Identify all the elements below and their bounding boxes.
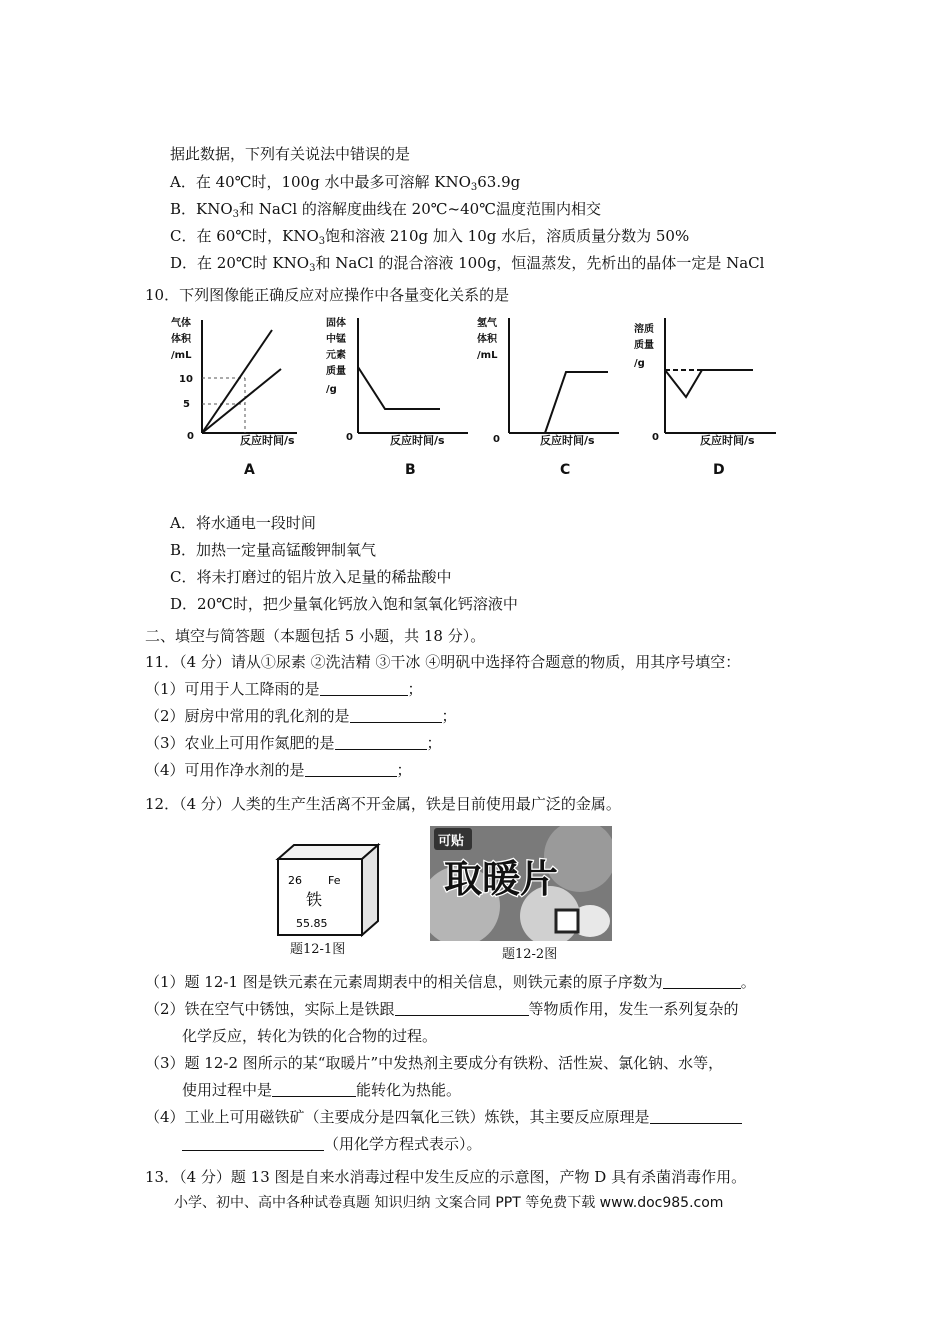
graph-c-ylabel-2: 体积 [477,334,497,345]
q12-blank-3[interactable] [272,1082,356,1097]
q9-option-c: C．在 60℃时，$KNO_3$饱和溶液 210g 加入 10g 水后，溶质质量分数为 50% [170,227,690,247]
q10-option-b: B．加热一定量高锰酸钾制氧气 [170,541,377,559]
q12-blank-4b[interactable] [182,1136,324,1151]
q12-part-2: （2）铁在空气中锈蚀，实际上是铁跟 等物质作用，发生一系列复杂的 [145,1000,739,1018]
q11-blank-3[interactable] [335,735,427,750]
graph-c [473,312,623,452]
iron-atomic-number: 26 [288,874,302,887]
q11-part-2: （2）厨房中常用的乳化剂的是 ； [145,707,457,725]
figure-12-2-caption: 题12-2图 [502,947,558,962]
graph-b-ylabel-2: 中锰 [326,334,346,345]
q12-part-4-cont: （用化学方程式表示）。 [182,1134,482,1154]
graph-b-curve [358,367,440,409]
q11-blank-1[interactable] [320,681,408,696]
q10-option-d: D．20℃时，把少量氧化钙放入饱和氢氧化钙溶液中 [170,595,518,613]
graph-a-ytick-0: 0 [187,431,194,442]
graph-b-ylabel-1: 固体 [326,318,346,329]
hand-warmer-photo [430,826,612,941]
q13-stem: 13．（4 分）题 13 图是自来水消毒过程中发生反应的示意图，产物 D 具有杀菌消毒作用。 [145,1168,747,1186]
graph-d-curve [665,370,753,397]
iron-element-figure [270,843,386,943]
q10-option-c: C．将未打磨过的铝片放入足量的稀盐酸中 [170,568,452,586]
graph-a-line-oxygen [202,369,281,433]
graph-c-ylabel-1: 氢气 [477,318,497,329]
graph-a-ylabel-2: 体积 [171,334,191,345]
warmer-title: 取暖片 [444,857,559,901]
graph-b-name: B [405,462,416,478]
q10-stem: 10．下列图像能正确反应对应操作中各量变化关系的是 [145,286,510,304]
q12-part-3-cont: 使用过程中是 能转化为热能。 [182,1081,462,1099]
q12-part-1: （1）题 12-1 图是铁元素在元素周期表中的相关信息，则铁元素的原子序数为 。 [145,973,756,991]
graph-a-ytick-10: 10 [179,374,193,385]
graph-b-zero: 0 [346,432,353,443]
figure-12-1-caption: 题12-1图 [290,942,346,957]
q12-blank-2[interactable] [395,1001,529,1016]
iron-name: 铁 [306,890,323,909]
q9-option-b: B．$KNO_3$和 NaCl 的溶解度曲线在 20℃~40℃温度范围内相交 [170,200,601,220]
q12-part-3: （3）题 12-2 图所示的某“取暖片”中发热剂主要成分有铁粉、活性炭、氯化钠、水等， [145,1054,724,1072]
iron-atomic-mass: 55.85 [296,917,328,930]
q12-stem: 12．（4 分）人类的生产生活离不开金属，铁是目前使用最广泛的金属。 [145,795,621,813]
q11-blank-2[interactable] [350,708,442,723]
q9-stem: 据此数据，下列有关说法中错误的是 [170,145,411,163]
graph-d-zero: 0 [652,432,659,443]
q11-blank-4[interactable] [305,762,397,777]
graph-a-name: A [244,462,255,478]
page-footer: 小学、初中、高中各种试卷真题 知识归纳 文案合同 PPT 等免费下载 www.doc985.com [174,1195,724,1211]
graph-a-line-hydrogen [202,330,272,433]
section-2-heading: 二、填空与简答题（本题包括 5 小题，共 18 分）。 [145,627,486,645]
graph-c-zero: 0 [493,434,500,445]
graph-d [630,312,780,452]
graph-a-xlabel: 反应时间/s [240,434,295,447]
graph-d-ylabel-2: 质量 [634,340,654,351]
graph-a-ylabel-3: /mL [171,350,192,361]
graph-b-ylabel-4: 质量 [326,366,346,377]
q11-stem: 11．（4 分）请从①尿素 ②洗洁精 ③干冰 ④明矾中选择符合题意的物质，用其序号填空： [145,653,741,671]
q12-blank-4a[interactable] [650,1109,742,1124]
q11-part-4: （4）可用作净水剂的是 ； [145,761,412,779]
q9-option-d: D．在 20℃时 $KNO_3$和 NaCl 的混合溶液 100g，恒温蒸发，先析出的晶体一定是 NaCl [170,254,765,274]
graph-d-name: D [713,462,725,478]
graph-c-xlabel: 反应时间/s [540,434,595,447]
graph-b-xlabel: 反应时间/s [390,434,445,447]
graph-b [320,312,470,452]
q10-option-a: A．将水通电一段时间 [170,514,316,532]
graph-a-ylabel-1: 气体 [171,318,191,329]
graph-c-curve [545,372,608,433]
q12-blank-1[interactable] [663,974,741,989]
iron-symbol: Fe [328,874,341,887]
graph-a [165,312,300,452]
warmer-small-label: 可贴 [438,834,465,849]
graph-b-ylabel-3: 元素 [326,350,346,361]
graph-c-ylabel-3: /mL [477,350,498,361]
graph-b-ylabel-5: /g [326,384,337,395]
graph-d-ylabel-1: 溶质 [634,324,654,335]
graph-d-xlabel: 反应时间/s [700,434,755,447]
graph-c-name: C [560,462,571,478]
q11-part-3: （3）农业上可用作氮肥的是 ； [145,734,442,752]
q9-option-a: A．在 40℃时，100g 水中最多可溶解 $KNO_363.9g$ [170,173,521,193]
graph-a-ytick-5: 5 [183,399,190,410]
q12-part-4: （4）工业上可用磁铁矿（主要成分是四氧化三铁）炼铁，其主要反应原理是 [145,1107,742,1127]
q12-part-2-cont: 化学反应，转化为铁的化合物的过程。 [182,1027,438,1045]
graph-d-ylabel-3: /g [634,358,645,369]
q11-part-1: （1）可用于人工降雨的是 ； [145,680,423,698]
